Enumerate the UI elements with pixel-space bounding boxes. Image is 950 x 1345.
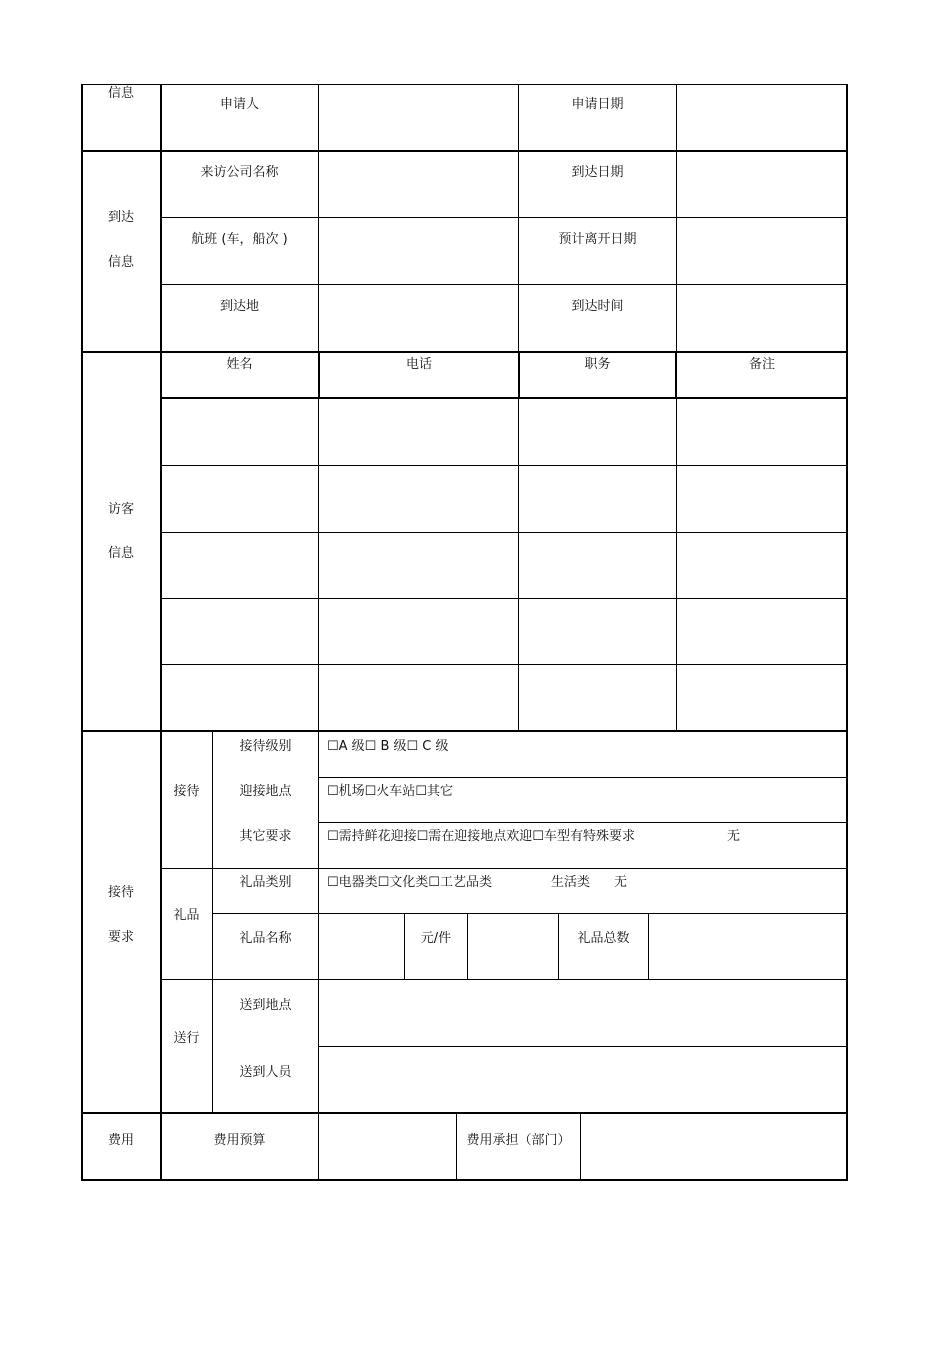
send-person-field[interactable] <box>320 1048 845 1111</box>
departure-date-field[interactable] <box>678 219 845 283</box>
gift-group-label: 礼品 <box>173 908 200 923</box>
visitor-header-name: 姓名 <box>226 357 253 372</box>
reception-level-label: 接待级别 <box>239 739 292 754</box>
unit-price-field[interactable] <box>469 915 557 978</box>
other-requirements-none[interactable]: 无 <box>727 829 741 844</box>
send-place-label: 送到地点 <box>239 998 292 1013</box>
budget-field[interactable] <box>320 1115 455 1178</box>
visitor-phone-cell[interactable] <box>320 534 517 597</box>
reception-group-label: 接待 <box>173 784 200 799</box>
gift-type-none[interactable]: 无 <box>614 875 628 890</box>
visitor-title-cell[interactable] <box>520 534 675 597</box>
section-reception-title-line1: 接待 <box>107 885 134 900</box>
budget-label: 费用预算 <box>213 1133 266 1148</box>
visitor-note-cell[interactable] <box>678 666 845 729</box>
section-visitor-title-line2: 信息 <box>107 546 134 561</box>
visitor-name-cell[interactable] <box>162 534 317 597</box>
gift-total-field[interactable] <box>650 915 845 978</box>
visitor-note-cell[interactable] <box>678 467 845 531</box>
section-visitor-title-line1: 访客 <box>107 502 134 517</box>
visitor-note-cell[interactable] <box>678 600 845 663</box>
send-person-label: 送到人员 <box>239 1065 292 1080</box>
visitor-title-cell[interactable] <box>520 467 675 531</box>
visitor-note-cell[interactable] <box>678 400 845 464</box>
visitor-header-note: 备注 <box>748 357 775 372</box>
visitor-name-cell[interactable] <box>162 666 317 729</box>
company-label: 来访公司名称 <box>200 165 279 180</box>
visitor-header-phone: 电话 <box>405 357 432 372</box>
gift-total-label: 礼品总数 <box>577 931 630 946</box>
applicant-field[interactable] <box>320 86 517 149</box>
visitor-header-title: 职务 <box>584 357 611 372</box>
visitor-name-cell[interactable] <box>162 467 317 531</box>
arrival-time-field[interactable] <box>678 286 845 350</box>
section-cost-title: 费用 <box>107 1133 134 1148</box>
company-field[interactable] <box>320 153 517 216</box>
pickup-place-options[interactable]: ☐机场☐火车站☐其它 <box>327 784 453 799</box>
visitor-name-cell[interactable] <box>162 400 317 464</box>
visitor-title-cell[interactable] <box>520 666 675 729</box>
cost-bearer-field[interactable] <box>582 1115 845 1178</box>
visitor-phone-cell[interactable] <box>320 467 517 531</box>
apply-date-label: 申请日期 <box>571 97 624 112</box>
flight-label: 航班 (车，船次 ) <box>191 232 288 247</box>
section-reception-title-line2: 要求 <box>107 930 134 945</box>
other-requirements-options[interactable]: ☐需持鲜花迎接☐需在迎接地点欢迎☐车型有特殊要求 <box>327 829 635 844</box>
departure-date-label: 预计离开日期 <box>558 232 637 247</box>
arrival-time-label: 到达时间 <box>571 299 624 314</box>
arrival-date-label: 到达日期 <box>571 165 624 180</box>
send-place-field[interactable] <box>320 981 845 1045</box>
section-arrival-title-line1: 到达 <box>107 210 134 225</box>
visitor-title-cell[interactable] <box>520 400 675 464</box>
cost-bearer-label: 费用承担（部门） <box>466 1133 571 1148</box>
gift-type-options[interactable]: ☐电器类☐文化类☐工艺品类 <box>327 875 492 890</box>
applicant-label: 申请人 <box>219 97 259 112</box>
gift-name-field[interactable] <box>320 915 403 978</box>
pickup-place-label: 迎接地点 <box>239 784 292 799</box>
visitor-phone-cell[interactable] <box>320 666 517 729</box>
visitor-title-cell[interactable] <box>520 600 675 663</box>
apply-date-field[interactable] <box>678 86 845 149</box>
visitor-name-cell[interactable] <box>162 600 317 663</box>
gift-name-label: 礼品名称 <box>239 931 292 946</box>
section-applicant-title: 信息 <box>107 86 134 101</box>
gift-type-extra[interactable]: 生活类 <box>551 875 591 890</box>
arrival-date-field[interactable] <box>678 153 845 216</box>
flight-field[interactable] <box>320 219 517 283</box>
visitor-phone-cell[interactable] <box>320 600 517 663</box>
gift-type-label: 礼品类别 <box>239 875 292 890</box>
visitor-note-cell[interactable] <box>678 534 845 597</box>
send-group-label: 送行 <box>173 1031 200 1046</box>
arrival-place-field[interactable] <box>320 286 517 350</box>
other-requirements-label: 其它要求 <box>239 829 292 844</box>
unit-price-label: 元/件 <box>420 931 452 946</box>
reception-level-options[interactable]: ☐A 级☐ B 级☐ C 级 <box>327 739 449 754</box>
arrival-place-label: 到达地 <box>219 299 259 314</box>
section-arrival-title-line2: 信息 <box>107 255 134 270</box>
visitor-phone-cell[interactable] <box>320 400 517 464</box>
